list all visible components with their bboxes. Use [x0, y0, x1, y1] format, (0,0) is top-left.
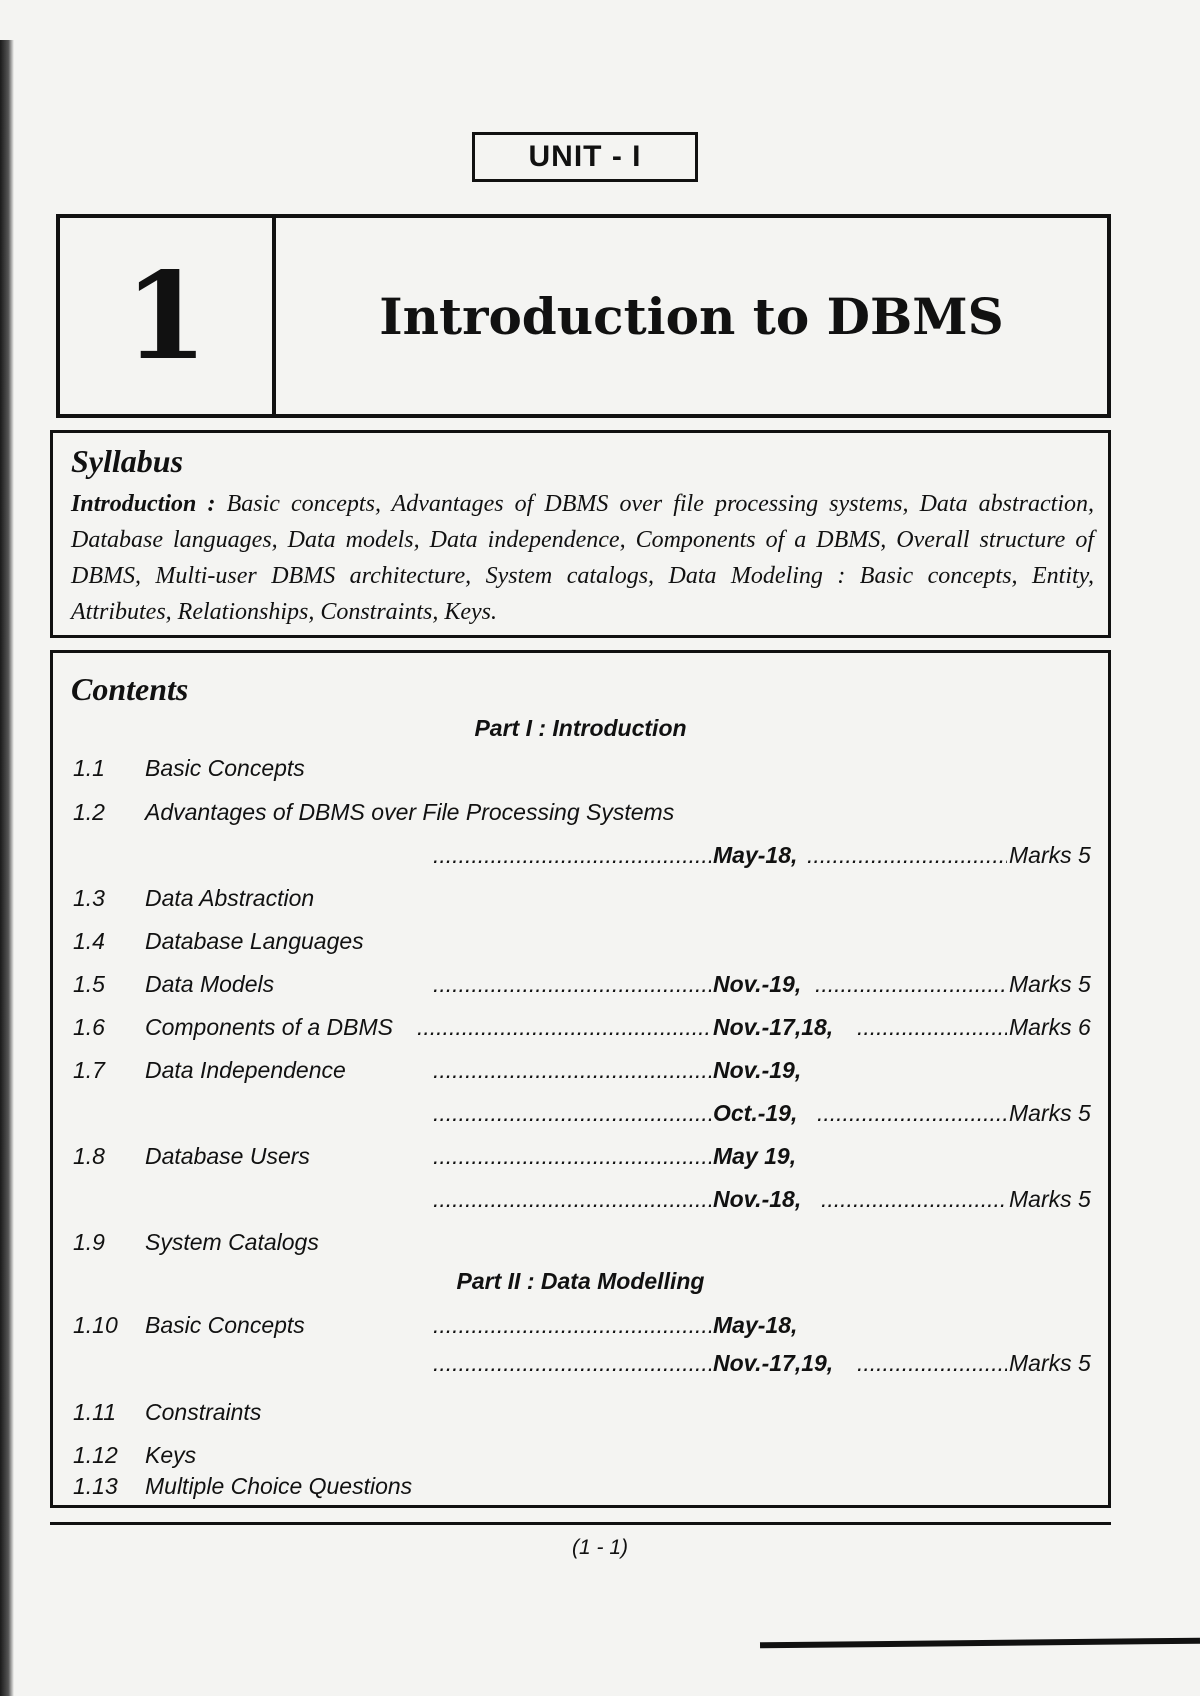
toc-row [73, 1227, 1103, 1257]
syllabus-box [50, 430, 1111, 638]
toc-title: Basic Concepts [145, 1312, 305, 1338]
page-edge-shadow [0, 40, 14, 1696]
toc-row-continued [73, 1098, 1103, 1128]
toc-row-continued [73, 1184, 1103, 1214]
toc-number: 1.5 [73, 971, 105, 997]
toc-number: 1.12 [73, 1442, 118, 1468]
toc-row-continued [73, 840, 1103, 870]
toc-date: May-18, [713, 1312, 798, 1338]
dot-leader [857, 1348, 1007, 1378]
part-heading-data-modelling: Part II : Data Modelling [456, 1268, 705, 1294]
part-heading-intro: Part I : Introduction [474, 715, 687, 741]
dot-leader [433, 840, 711, 870]
toc-row [73, 753, 1103, 783]
toc-row [73, 1471, 1103, 1501]
toc-row-continued [73, 1348, 1103, 1378]
toc-number: 1.8 [73, 1143, 105, 1169]
toc-title: Database Users [145, 1143, 310, 1169]
toc-marks: Marks 5 [1009, 1186, 1091, 1212]
dot-leader [433, 1055, 711, 1085]
toc-row [73, 1397, 1103, 1427]
toc-title: Components of a DBMS [145, 1014, 394, 1040]
dot-leader [857, 1012, 1007, 1042]
toc-row [73, 883, 1103, 913]
toc-title: Data Abstraction [145, 885, 315, 911]
toc-number: 1.10 [73, 1312, 118, 1338]
dot-leader [821, 1184, 1007, 1214]
toc-title: Advantages of DBMS over File Processing Systems [145, 799, 675, 825]
toc-marks: Marks 6 [1009, 1014, 1091, 1040]
toc-title: Database Languages [145, 928, 364, 954]
dot-leader [815, 969, 1007, 999]
toc-date: Oct.-19, [713, 1100, 798, 1126]
toc-marks: Marks 5 [1009, 971, 1091, 997]
toc-row [73, 1141, 1103, 1171]
toc-title: Data Models [145, 971, 275, 997]
toc-number: 1.1 [73, 755, 105, 781]
toc-row [73, 926, 1103, 956]
toc-date: Nov.-19, [713, 1057, 802, 1083]
toc-date: Nov.-18, [713, 1186, 802, 1212]
toc-number: 1.2 [73, 799, 105, 825]
toc-title: System Catalogs [145, 1229, 319, 1255]
toc-number: 1.7 [73, 1057, 105, 1083]
toc-number: 1.11 [73, 1399, 117, 1425]
toc-marks: Marks 5 [1009, 842, 1091, 868]
dot-leader [817, 1098, 1007, 1128]
toc-marks: Marks 5 [1009, 1350, 1091, 1376]
toc-title: Constraints [145, 1399, 262, 1425]
toc-date: May-18, [713, 842, 798, 868]
toc-row [73, 1310, 1103, 1340]
toc-marks: Marks 5 [1009, 1100, 1091, 1126]
page-number: (1 - 1) [571, 1536, 628, 1559]
dot-leader [807, 840, 1007, 870]
footer-rule [50, 1522, 1111, 1525]
dot-leader [433, 1184, 711, 1214]
chapter-header [56, 214, 1111, 418]
toc-row [73, 1012, 1103, 1042]
dot-leader [433, 1141, 711, 1171]
syllabus-text [71, 486, 1094, 630]
unit-label: UNIT - I [472, 132, 698, 182]
toc-title: Basic Concepts [145, 755, 305, 781]
toc-number: 1.3 [73, 885, 105, 911]
toc-row [73, 1055, 1103, 1085]
toc-row [73, 969, 1103, 999]
toc-row [73, 797, 1103, 827]
contents-heading: Contents [71, 671, 189, 707]
toc-date: Nov.-17,19, [713, 1350, 834, 1376]
dot-leader [433, 969, 711, 999]
toc-title: Multiple Choice Questions [145, 1473, 413, 1499]
toc-number: 1.6 [73, 1014, 105, 1040]
toc-date: Nov.-19, [713, 971, 802, 997]
toc-number: 1.9 [73, 1229, 105, 1255]
toc-title: Keys [145, 1442, 197, 1468]
dot-leader [417, 1012, 711, 1042]
toc-date: May 19, [713, 1143, 797, 1169]
syllabus-lead: Introduction : [71, 491, 216, 517]
scan-mark [760, 1638, 1200, 1649]
dot-leader [433, 1348, 711, 1378]
toc-number: 1.4 [73, 928, 105, 954]
chapter-title: Introduction to DBMS [379, 286, 1004, 346]
contents-list [53, 653, 1108, 1505]
contents-box [50, 650, 1111, 1508]
toc-number: 1.13 [73, 1473, 118, 1499]
toc-row [73, 1440, 1103, 1470]
chapter-number: 1 [60, 218, 276, 414]
dot-leader [433, 1098, 711, 1128]
dot-leader [433, 1310, 711, 1340]
toc-title: Data Independence [145, 1057, 346, 1083]
syllabus-body: Basic concepts, Advantages of DBMS over file processing systems, Data abstraction, Database languages, Data models, Data independence, Components of a DBMS, Overall structure of DBMS, Multi-user DBMS architecture, System catalogs, Data Modeling : Basic concepts, Entity, Attributes, Relationships, Constraints, Keys. [71, 491, 1094, 625]
toc-date: Nov.-17,18, [713, 1014, 834, 1040]
syllabus-heading: Syllabus [71, 443, 184, 479]
